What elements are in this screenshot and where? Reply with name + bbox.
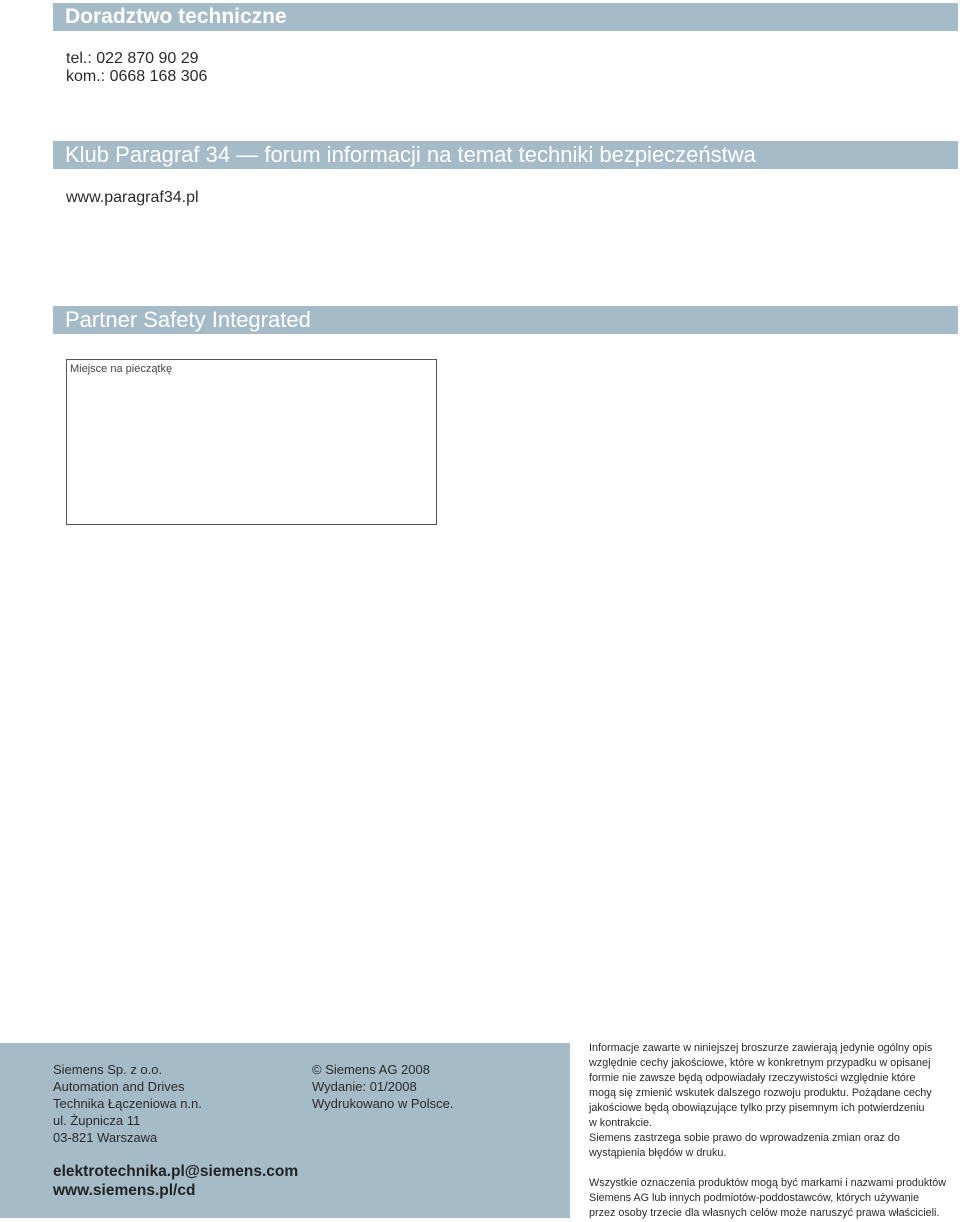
address-line: 03-821 Warszawa (53, 1130, 158, 1145)
disclaimer-line: Informacje zawarte w niniejszej broszurze zawierają jedynie ogólny opis (589, 1042, 933, 1054)
publication-line: Wydanie: 01/2008 (312, 1079, 417, 1094)
club-url[interactable]: www.paragraf34.pl (66, 189, 199, 206)
disclaimer-line: Siemens AG lub innych podmiotów-poddostawców, których używanie (589, 1192, 920, 1204)
address-line: ul. Żupnicza 11 (53, 1113, 141, 1128)
footer-address (53, 1061, 202, 1146)
stamp-label: Miejsce na pieczątkę (70, 363, 173, 375)
address-line: Siemens Sp. z o.o. (53, 1062, 163, 1077)
disclaimer (589, 1041, 951, 1221)
address-line: Technika Łączeniowa n.n. (53, 1096, 202, 1111)
stamp-box (66, 359, 437, 525)
disclaimer-line: przez osoby trzecie dla własnych celów może naruszyć prawa właścicieli. (589, 1207, 940, 1219)
publication-line: © Siemens AG 2008 (312, 1062, 430, 1077)
footer-contact (53, 1162, 298, 1200)
footer-publication (312, 1061, 454, 1112)
advisory-phone: tel.: 022 870 90 29 (66, 50, 199, 67)
disclaimer-line: Siemens zastrzega sobie prawo do wprowadzenia zmian oraz do (589, 1132, 900, 1144)
disclaimer-line: względnie cechy jakościowe, które w konkretnym przypadku w opisanej (589, 1057, 931, 1069)
paragraph-gap (589, 1161, 951, 1176)
disclaimer-line: mogą się zmienić wskutek dalszego rozwoju produktu. Pożądane cechy (589, 1087, 932, 1099)
footer-website-link[interactable]: www.siemens.pl/cd (53, 1182, 196, 1199)
advisory-heading: Doradztwo techniczne (53, 3, 958, 31)
disclaimer-line: w kontrakcie. (589, 1117, 653, 1129)
disclaimer-line: jakościowe będą obowiązujące tylko przy pisemnym ich potwierdzeniu (589, 1102, 925, 1114)
footer-email-link[interactable]: elektrotechnika.pl@siemens.com (53, 1163, 299, 1180)
club-heading: Klub Paragraf 34 — forum informacji na temat techniki bezpieczeństwa (53, 141, 958, 169)
partner-heading: Partner Safety Integrated (53, 306, 958, 334)
disclaimer-line: wystąpienia błędów w druku. (589, 1147, 727, 1159)
address-line: Automation and Drives (53, 1079, 185, 1094)
advisory-mobile: kom.: 0668 168 306 (66, 68, 208, 85)
disclaimer-line: formie nie zawsze będą odpowiadały rzeczywistości względnie które (589, 1072, 916, 1084)
disclaimer-line: Wszystkie oznaczenia produktów mogą być markami i nazwami produktów (589, 1177, 947, 1189)
publication-line: Wydrukowano w Polsce. (312, 1096, 454, 1111)
